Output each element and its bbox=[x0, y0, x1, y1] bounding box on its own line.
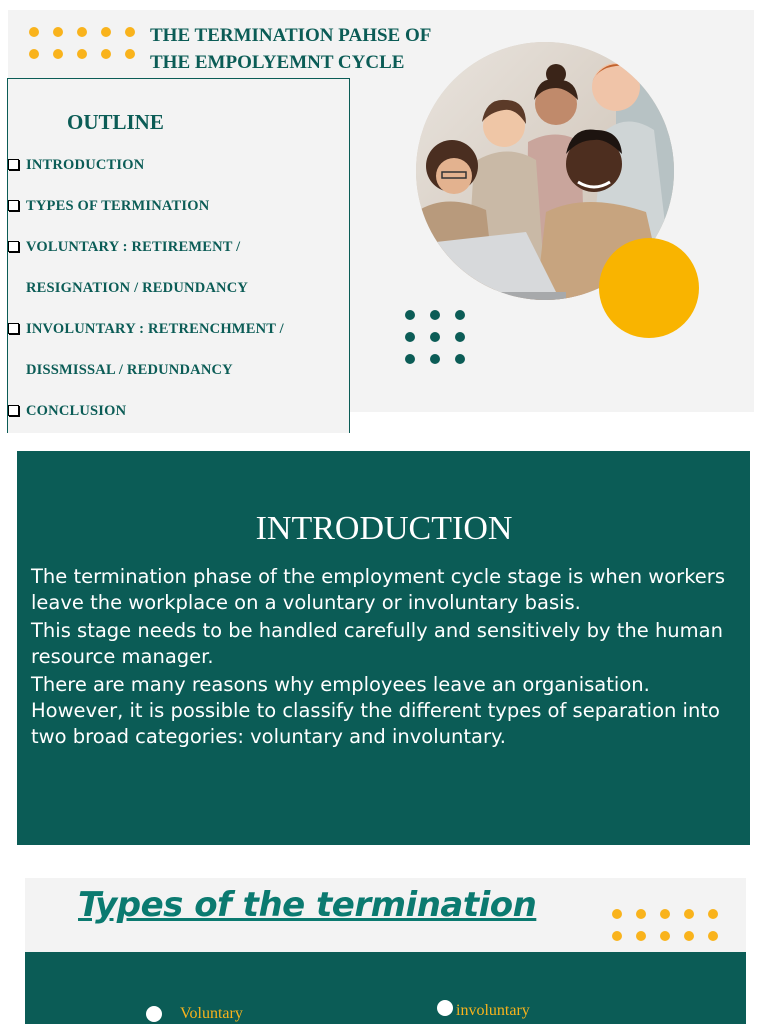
checkbox-bullet-icon bbox=[8, 323, 19, 334]
introduction-body bbox=[31, 564, 731, 752]
outline-item-introduction: INTRODUCTION bbox=[26, 157, 145, 173]
outline-item-involuntary: INVOLUNTARY : RETRENCHMENT / bbox=[26, 321, 284, 337]
introduction-paragraph-1: The termination phase of the employment cycle stage is when workers leave the workplace on a voluntary or involuntary basis. bbox=[31, 565, 725, 614]
outline-item-voluntary: VOLUNTARY : RETIREMENT / bbox=[26, 239, 241, 255]
slide-title bbox=[150, 22, 490, 76]
option-involuntary: involuntary bbox=[456, 1002, 530, 1019]
decorative-orange-circle bbox=[599, 238, 699, 338]
types-heading: Types of the termination bbox=[78, 885, 537, 925]
checkbox-bullet-icon bbox=[8, 200, 19, 211]
bullet-circle-icon bbox=[437, 1000, 453, 1016]
outline-item-conclusion: CONCLUSION bbox=[26, 403, 127, 419]
introduction-paragraph-3: There are many reasons why employees leave an organisation. However, it is possible to classify the different types of separation into two broad categories: voluntary and involuntary. bbox=[31, 673, 720, 748]
decorative-dots-yellow bbox=[29, 27, 139, 63]
outline-item-involuntary-cont: DISSMISSAL / REDUNDANCY bbox=[26, 362, 233, 378]
slide-title-line-2: THE EMPOLYEMNT CYCLE bbox=[150, 52, 405, 73]
checkbox-bullet-icon bbox=[8, 241, 19, 252]
introduction-paragraph-2: This stage needs to be handled carefully and sensitively by the human resource manager. bbox=[31, 619, 723, 668]
option-voluntary: Voluntary bbox=[180, 1005, 243, 1022]
outline-item-voluntary-cont: RESIGNATION / REDUNDANCY bbox=[26, 280, 249, 296]
slide-title-line-1: THE TERMINATION PAHSE OF bbox=[150, 25, 432, 46]
outline-item-types: TYPES OF TERMINATION bbox=[26, 198, 210, 214]
checkbox-bullet-icon bbox=[8, 159, 19, 170]
types-slide-body bbox=[25, 952, 746, 1024]
decorative-dots-green bbox=[405, 310, 467, 366]
bullet-circle-icon bbox=[146, 1006, 162, 1022]
decorative-dots-yellow-2 bbox=[612, 909, 722, 943]
introduction-heading: INTRODUCTION bbox=[255, 510, 513, 547]
checkbox-bullet-icon bbox=[8, 405, 19, 416]
outline-heading: OUTLINE bbox=[67, 110, 164, 134]
